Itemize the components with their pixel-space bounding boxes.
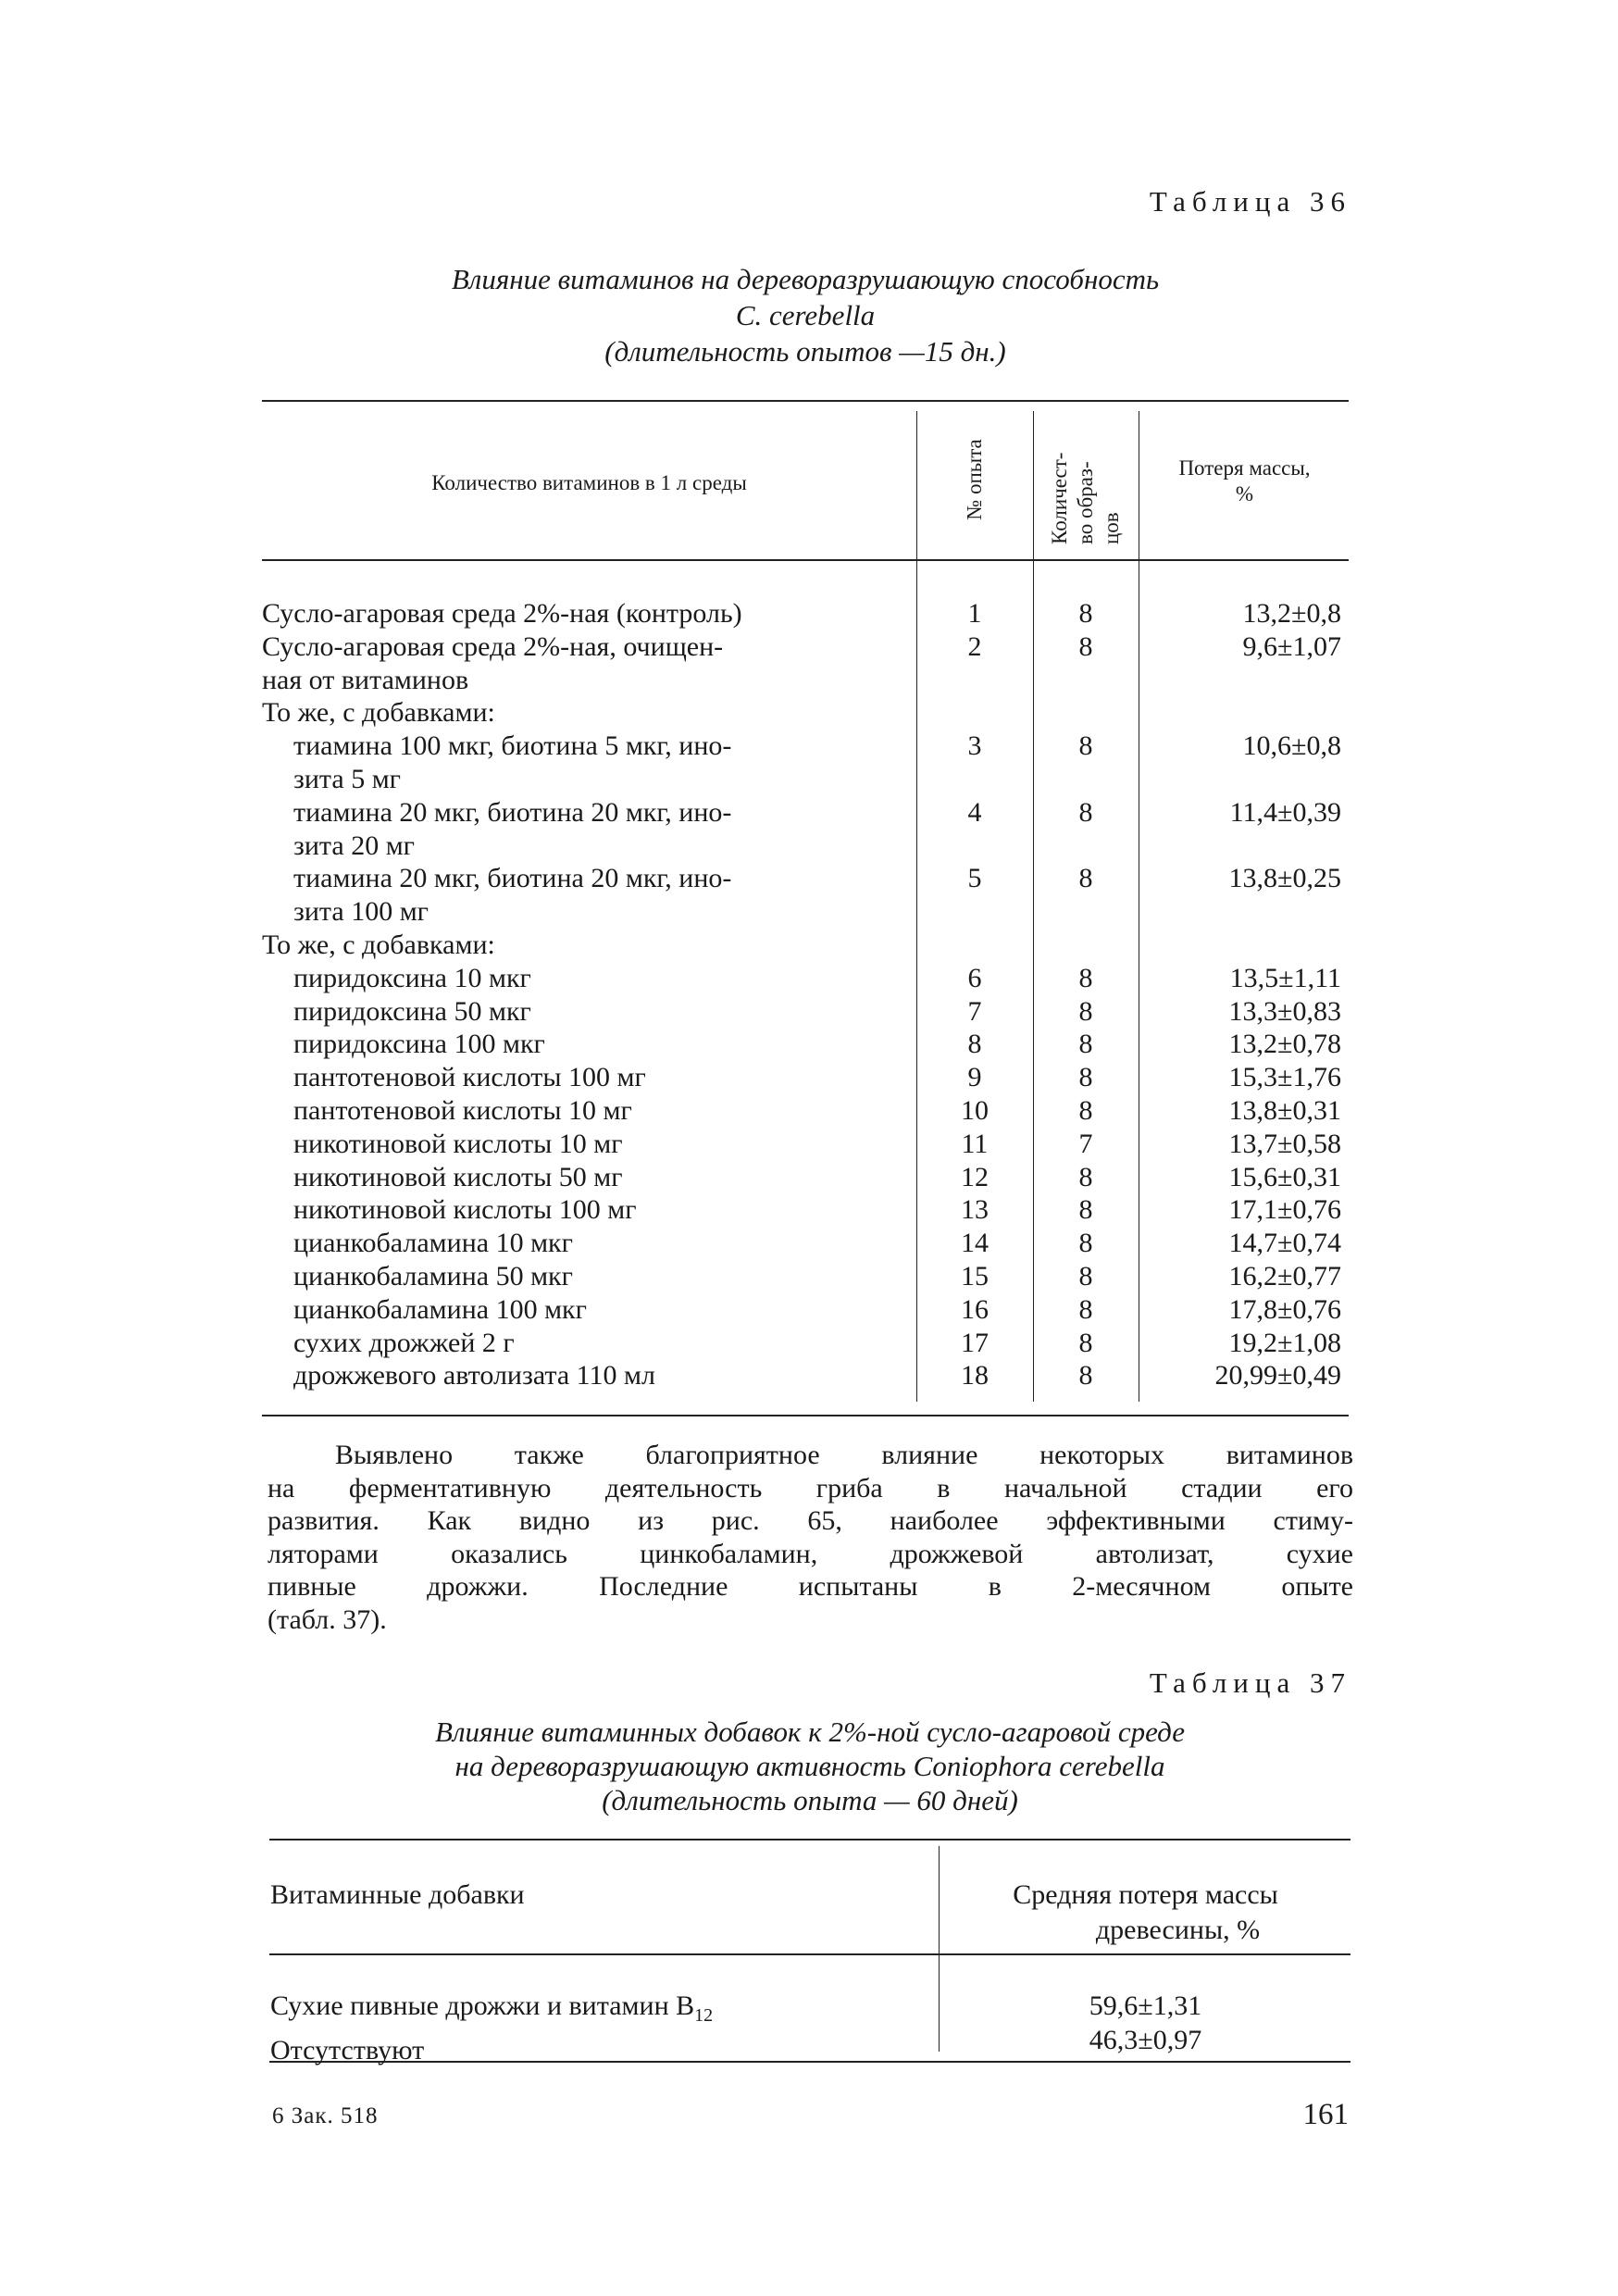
cell-amount: пантотеновой кислоты 100 мг <box>293 1062 646 1093</box>
header-samples <box>1047 415 1125 544</box>
cell: Сухие пивные дрожжи и витамин B <box>270 1990 695 2021</box>
cell-samples: 8 <box>1078 1228 1093 1259</box>
cell-loss: 19,2±1,08 <box>1228 1327 1341 1358</box>
cell-loss: 13,3±0,83 <box>1228 995 1341 1027</box>
cell-exp-no: 2 <box>967 630 982 662</box>
header-rule <box>262 559 1349 561</box>
header-exp-no: № опыта <box>963 439 986 520</box>
cell-loss <box>1139 696 1349 730</box>
cell-exp-no: 11 <box>961 1128 989 1159</box>
cell-loss <box>1139 895 1349 929</box>
cell-samples: 8 <box>1078 598 1093 629</box>
cell-loss: 11,4±0,39 <box>1229 796 1341 828</box>
cell-samples: 8 <box>1078 1293 1093 1325</box>
cell-samples: 8 <box>1078 863 1093 894</box>
cell-amount: зита 100 мг <box>293 896 429 928</box>
cell-loss: 46,3±0,97 <box>1089 2025 1202 2055</box>
cell-amount: тиамина 20 мкг, биотина 20 мкг, ино- <box>293 796 732 828</box>
title-line: Влияние витаминов на дереворазрушающую способность <box>451 263 1160 295</box>
cell-exp-no <box>916 763 1033 796</box>
paragraph-line: Выявлено также благоприятное влияние некоторых витаминов <box>335 1440 1353 1470</box>
cell-loss: 9,6±1,07 <box>1242 630 1341 662</box>
table-row <box>262 995 1349 1029</box>
cell-amount: пиридоксина 100 мкг <box>293 1029 545 1060</box>
cell-samples <box>1033 895 1139 929</box>
cell-exp-no: 3 <box>967 730 982 762</box>
table-37-additives <box>270 1989 713 2067</box>
cell-samples: 7 <box>1078 1128 1093 1159</box>
cell-amount: тиамина 100 мкг, биотина 5 мкг, ино- <box>293 730 732 762</box>
cell-amount: дрожжевого автолизата 110 мл <box>293 1360 656 1391</box>
cell-loss: 13,8±0,25 <box>1228 863 1341 894</box>
table-row <box>262 696 1349 730</box>
cell-loss: 59,6±1,31 <box>1089 1990 1202 2021</box>
cell-samples: 8 <box>1078 1094 1093 1126</box>
cell-amount: зита 5 мг <box>293 763 401 794</box>
subscript: 12 <box>694 2005 714 2026</box>
cell-loss: 13,2±0,78 <box>1228 1029 1341 1060</box>
cell-amount: цианкобаламина 100 мкг <box>293 1293 587 1325</box>
cell-samples: 8 <box>1078 1194 1093 1226</box>
cell-loss: 13,2±0,8 <box>1242 598 1341 629</box>
cell-exp-no <box>916 696 1033 730</box>
cell-samples <box>1033 664 1139 697</box>
table-row <box>262 1327 1349 1360</box>
cell-samples: 8 <box>1078 962 1093 993</box>
cell-loss <box>1139 929 1349 962</box>
table-36-title <box>262 261 1349 369</box>
header-line: Потеря массы, <box>1178 456 1311 480</box>
cell-exp-no: 4 <box>967 796 982 828</box>
table-row-additive <box>270 2033 713 2067</box>
table-row <box>262 763 1349 796</box>
cell-exp-no: 12 <box>961 1161 989 1192</box>
header-line: Количест- <box>1048 452 1071 544</box>
cell-amount: пантотеновой кислоты 10 мг <box>293 1094 632 1126</box>
cell-exp-no <box>916 664 1033 697</box>
table-36-body <box>262 597 1349 1392</box>
cell-loss: 20,99±0,49 <box>1214 1360 1341 1391</box>
cell-loss: 16,2±0,77 <box>1228 1260 1341 1292</box>
cell-exp-no: 15 <box>961 1260 989 1292</box>
cell-exp-no: 18 <box>961 1360 989 1391</box>
table-row <box>262 1128 1349 1161</box>
cell-samples: 8 <box>1078 1327 1093 1358</box>
cell-exp-no <box>916 895 1033 929</box>
body-paragraph <box>268 1439 1353 1636</box>
cell-samples <box>1033 830 1139 863</box>
header-line: Средняя потеря массы <box>1013 1879 1278 1910</box>
cell-loss: 17,8±0,76 <box>1228 1293 1341 1325</box>
cell-loss: 13,5±1,11 <box>1229 962 1341 993</box>
table-row <box>262 1359 1349 1392</box>
cell-amount: цианкобаламина 50 мкг <box>293 1260 573 1292</box>
header-line: древесины, % <box>1095 1915 1261 1945</box>
cell-exp-no: 6 <box>967 962 982 993</box>
cell-exp-no <box>916 929 1033 962</box>
cell-samples: 8 <box>1078 1360 1093 1391</box>
title-line: (длительность опытов —15 дн.) <box>604 335 1006 368</box>
table-row <box>262 664 1349 697</box>
cell-samples <box>1033 929 1139 962</box>
cell-exp-no: 16 <box>961 1293 989 1325</box>
cell-exp-no <box>916 830 1033 863</box>
paragraph-line: пивные дрожжи. Последние испытаны в 2-месячном опыте <box>268 1571 1353 1602</box>
table-top-rule <box>269 1839 1350 1841</box>
page-number: 161 <box>1302 2098 1349 2131</box>
cell-exp-no: 7 <box>967 995 982 1027</box>
cell-loss <box>1139 763 1349 796</box>
table-row <box>262 630 1349 664</box>
table-row <box>262 1293 1349 1327</box>
cell-loss: 17,1±0,76 <box>1228 1194 1341 1226</box>
table-row <box>262 1161 1349 1194</box>
table-row <box>262 597 1349 630</box>
header-loss <box>1140 455 1349 507</box>
paragraph-line: ляторами оказались цинкобаламин, дрожжевой автолизат, сухие <box>268 1538 1353 1569</box>
title-line: C. cerebella <box>735 299 876 331</box>
cell-samples: 8 <box>1078 995 1093 1027</box>
table-row <box>262 1061 1349 1094</box>
cell-samples: 8 <box>1078 630 1093 662</box>
table-row <box>262 830 1349 863</box>
cell-amount: тиамина 20 мкг, биотина 20 мкг, ино- <box>293 863 732 894</box>
cell-exp-no: 13 <box>961 1194 989 1226</box>
cell-exp-no: 8 <box>967 1029 982 1060</box>
cell-loss <box>1139 830 1349 863</box>
paragraph-line: (табл. 37). <box>268 1603 387 1635</box>
cell-samples <box>1033 696 1139 730</box>
cell-exp-no: 9 <box>967 1062 982 1093</box>
header-amount: Количество витаминов в 1 л среды <box>431 471 747 494</box>
header-rule <box>269 1953 1350 1955</box>
table-row <box>262 895 1349 929</box>
table-row <box>262 1227 1349 1260</box>
cell-exp-no: 1 <box>967 598 982 629</box>
cell-loss: 15,6±0,31 <box>1228 1161 1341 1192</box>
cell-amount: пиридоксина 50 мкг <box>293 995 531 1027</box>
cell-amount: Сусло-агаровая среда 2%-ная (контроль) <box>262 598 742 629</box>
cell-samples: 8 <box>1078 1161 1093 1192</box>
cell-loss: 13,7±0,58 <box>1228 1128 1341 1159</box>
table-row <box>262 730 1349 763</box>
table-bottom-rule <box>262 1415 1349 1416</box>
table-row <box>262 1193 1349 1227</box>
cell-samples <box>1033 763 1139 796</box>
cell-loss: 15,3±1,76 <box>1228 1062 1341 1093</box>
cell-loss: 13,8±0,31 <box>1228 1094 1341 1126</box>
footer-print-code: 6 Зак. 518 <box>272 2103 379 2128</box>
cell-amount: никотиновой кислоты 100 мг <box>293 1194 637 1226</box>
cell-exp-no: 17 <box>961 1327 989 1358</box>
cell-amount: никотиновой кислоты 10 мг <box>293 1128 623 1159</box>
cell-amount: пиридоксина 10 мкг <box>293 962 531 993</box>
cell-samples: 8 <box>1078 1062 1093 1093</box>
table-row <box>262 1094 1349 1128</box>
header-line: во образ- <box>1074 461 1097 544</box>
cell-samples: 8 <box>1078 730 1093 762</box>
title-line: Влияние витаминных добавок к 2%-ной сусло-агаровой среде <box>435 1716 1185 1748</box>
cell-samples: 8 <box>1078 1029 1093 1060</box>
table-row <box>262 862 1349 895</box>
cell-loss: 10,6±0,8 <box>1242 730 1341 762</box>
header-avg-loss <box>940 1878 1350 1948</box>
paragraph-line: развития. Как видно из рис. 65, наиболее эффективными стиму- <box>268 1505 1353 1536</box>
table-row <box>262 796 1349 830</box>
table-top-rule <box>262 400 1349 402</box>
table-row <box>262 1028 1349 1061</box>
cell-samples: 8 <box>1078 796 1093 828</box>
cell-amount: ная от витаминов <box>262 664 469 695</box>
cell-amount: зита 20 мг <box>293 830 415 861</box>
cell-amount: сухих дрожжей 2 г <box>293 1327 515 1358</box>
table-row <box>262 929 1349 962</box>
table-row-additive <box>270 1989 713 2033</box>
table-row <box>262 1260 1349 1293</box>
table-37-title <box>269 1715 1350 1817</box>
cell-amount: Сусло-агаровая среда 2%-ная, очищен- <box>262 630 724 662</box>
table-row <box>262 962 1349 995</box>
header-line: % <box>1235 482 1254 505</box>
paragraph-line: на ферментативную деятельность гриба в начальной стадии его <box>268 1472 1353 1504</box>
table-37-losses <box>940 1989 1350 2057</box>
cell-exp-no: 5 <box>967 863 982 894</box>
table-37-label: Таблица 37 <box>1149 1666 1351 1699</box>
cell-amount: цианкобаламина 10 мкг <box>293 1228 573 1259</box>
header-line: цов <box>1100 512 1123 544</box>
cell: Отсутствуют <box>270 2035 425 2065</box>
table-36-label: Таблица 36 <box>1149 185 1351 218</box>
title-line: (длительность опыта — 60 дней) <box>602 1784 1018 1816</box>
cell-amount: То же, с добавками: <box>262 697 495 729</box>
cell-samples: 8 <box>1078 1260 1093 1292</box>
cell-exp-no: 10 <box>961 1094 989 1126</box>
cell-exp-no: 14 <box>961 1228 989 1259</box>
cell-loss: 14,7±0,74 <box>1228 1228 1341 1259</box>
cell-amount: То же, с добавками: <box>262 929 495 960</box>
cell-amount: никотиновой кислоты 50 мг <box>293 1161 623 1192</box>
cell-loss <box>1139 664 1349 697</box>
header-additive: Витаминные добавки <box>270 1879 525 1910</box>
column-divider <box>939 1846 940 2052</box>
title-line: на дереворазрушающую активность Coniophora cerebella <box>454 1750 1165 1782</box>
